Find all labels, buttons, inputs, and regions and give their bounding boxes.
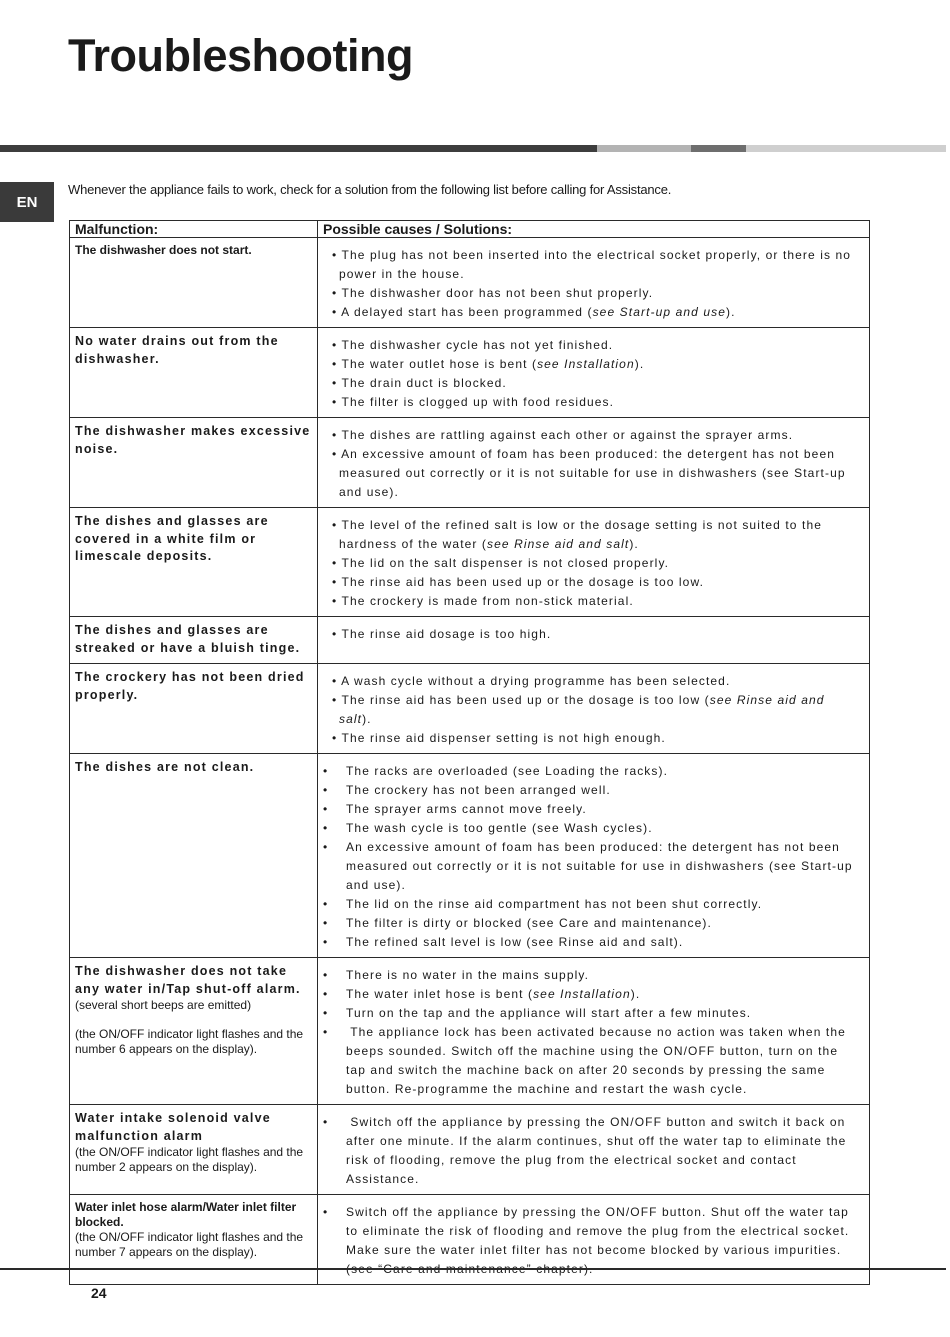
list-item	[323, 985, 859, 1004]
malfunction-text: Water inlet hose alarm/Water inlet filter blocked.	[75, 1200, 297, 1229]
list-item	[323, 781, 859, 800]
table-row	[70, 418, 870, 508]
malfunction-text: The crockery has not been dried properly.	[75, 670, 305, 702]
header-bar-dark	[0, 145, 597, 152]
cause-text: The filter is dirty or blocked (see Care and maintenance).	[346, 916, 712, 930]
table-row	[70, 617, 870, 664]
causes-list	[323, 426, 859, 502]
causes-list	[323, 1113, 859, 1189]
cause-text-end: ).	[630, 987, 641, 1001]
malfunction-cell	[70, 1105, 318, 1195]
malfunction-text: The dishwasher does not start.	[75, 243, 252, 257]
solutions-cell	[318, 1105, 870, 1195]
table-row	[70, 1195, 870, 1285]
cause-text: The rinse aid dosage is too high.	[341, 627, 552, 641]
cross-reference: see Installation	[537, 357, 635, 371]
bullet-icon: •	[332, 428, 342, 442]
malfunction-note: (the ON/OFF indicator light flashes and the number 2 appears on the display).	[75, 1145, 304, 1174]
malfunction-cell	[70, 958, 318, 1105]
cross-reference: see Rinse aid and salt	[339, 693, 825, 726]
list-item	[323, 554, 859, 573]
bullet-icon: •	[323, 987, 329, 1001]
bullet-icon: •	[332, 376, 342, 390]
malfunction-note: (several short beeps are emitted)	[75, 998, 252, 1012]
troubleshooting-table	[69, 220, 870, 1285]
malfunction-text: The dishwasher makes excessive noise.	[75, 424, 311, 456]
table-row	[70, 958, 870, 1105]
causes-list	[323, 246, 859, 322]
cause-text: The rinse aid dispenser setting is not high enough.	[341, 731, 666, 745]
intro-text: Whenever the appliance fails to work, check for a solution from the following list before calling for Assistance.	[68, 182, 672, 197]
malfunction-cell	[70, 418, 318, 508]
malfunction-cell	[70, 1195, 318, 1285]
solutions-header: Possible causes / Solutions:	[318, 221, 870, 238]
bullet-icon: •	[323, 935, 329, 949]
cause-text: Turn on the tap and the appliance will start after a few minutes.	[346, 1006, 752, 1020]
malfunction-text: The dishes and glasses are covered in a white film or limescale deposits.	[75, 514, 269, 563]
bullet-icon: •	[323, 916, 329, 930]
malfunction-cell	[70, 754, 318, 958]
cause-text: The appliance lock has been activated because no action was taken when the beeps sounded. Switch off the machine using the ON/OFF button, turn on the tap and switch the machine back on after 20 seconds by pressing the same button. Re-programme the machine and restart the wash cycle.	[346, 1025, 846, 1096]
table-row	[70, 508, 870, 617]
list-item	[323, 1113, 859, 1189]
bullet-icon: •	[332, 338, 342, 352]
cause-text-end: ).	[362, 712, 372, 726]
solutions-cell	[318, 958, 870, 1105]
list-item	[323, 393, 859, 412]
bullet-icon: •	[323, 840, 329, 854]
bullet-icon: •	[323, 1205, 329, 1219]
cause-text: The dishwasher cycle has not yet finished.	[341, 338, 614, 352]
cause-text: An excessive amount of foam has been produced: the detergent has not been measured out correctly or it is not suitable for use in dishwashers (see Start-up and use).	[339, 447, 846, 499]
list-item	[323, 819, 859, 838]
list-item	[323, 914, 859, 933]
cause-text: The dishwasher door has not been shut properly.	[341, 286, 654, 300]
bullet-icon: •	[332, 518, 342, 532]
table-row	[70, 328, 870, 418]
cause-text: The crockery has not been arranged well.	[346, 783, 611, 797]
malfunction-text: The dishes and glasses are streaked or have a bluish tinge.	[75, 623, 301, 655]
cause-text: The wash cycle is too gentle (see Wash cycles).	[346, 821, 653, 835]
bullet-icon: •	[332, 395, 342, 409]
causes-list	[323, 966, 859, 1099]
solutions-cell	[318, 328, 870, 418]
bullet-icon: •	[323, 783, 329, 797]
cause-text: Switch off the appliance by pressing the ON/OFF button and switch it back on after one minute. If the alarm continues, shut off the water tap to eliminate the risk of flooding, remove the plug from the electrical socket and contact Assistance.	[346, 1115, 847, 1186]
language-tab: EN	[0, 182, 54, 222]
header-bar-light	[597, 145, 691, 152]
list-item	[323, 1023, 859, 1099]
bullet-icon: •	[332, 305, 342, 319]
causes-list	[323, 336, 859, 412]
list-item	[323, 1004, 859, 1023]
cause-text: The filter is clogged up with food residues.	[341, 395, 615, 409]
cause-text: The plug has not been inserted into the electrical socket properly, or there is no power in the house.	[339, 248, 852, 281]
list-item	[323, 838, 859, 895]
list-item	[323, 933, 859, 952]
malfunction-text: The dishwasher does not take any water in/Tap shut-off alarm.	[75, 964, 301, 996]
bullet-icon: •	[332, 286, 342, 300]
list-item	[323, 729, 859, 748]
cause-text: A wash cycle without a drying programme has been selected.	[341, 674, 731, 688]
cause-text: The level of the refined salt is low or the dosage setting is not suited to the hardness of the water (	[339, 518, 822, 551]
cause-text: The water outlet hose is bent (	[341, 357, 538, 371]
list-item	[323, 246, 859, 284]
list-item	[323, 374, 859, 393]
bullet-icon: •	[332, 731, 342, 745]
bullet-icon: •	[323, 764, 329, 778]
malfunction-cell	[70, 664, 318, 754]
list-item	[323, 895, 859, 914]
table-row	[70, 1105, 870, 1195]
bullet-icon: •	[323, 802, 329, 816]
cause-text: The racks are overloaded (see Loading the racks).	[346, 764, 669, 778]
malfunction-text: No water drains out from the dishwasher.	[75, 334, 279, 366]
malfunction-cell	[70, 238, 318, 328]
cause-text-end: ).	[634, 357, 645, 371]
footer-rule	[0, 1268, 946, 1270]
malfunction-header: Malfunction:	[70, 221, 318, 238]
list-item	[323, 355, 859, 374]
cause-text: The lid on the rinse aid compartment has not been shut correctly.	[346, 897, 763, 911]
bullet-icon: •	[332, 674, 342, 688]
cause-text: The drain duct is blocked.	[341, 376, 507, 390]
malfunction-note: (the ON/OFF indicator light flashes and the number 7 appears on the display).	[75, 1230, 304, 1259]
causes-list	[323, 672, 859, 748]
malfunction-cell	[70, 617, 318, 664]
malfunction-cell	[70, 508, 318, 617]
bullet-icon: •	[332, 575, 342, 589]
list-item	[323, 426, 859, 445]
cause-text: The water inlet hose is bent (	[346, 987, 534, 1001]
cause-text: The crockery is made from non-stick material.	[341, 594, 634, 608]
list-item	[323, 516, 859, 554]
list-item	[323, 336, 859, 355]
table-header-row	[70, 221, 870, 238]
bullet-icon: •	[323, 1006, 329, 1020]
table-row	[70, 238, 870, 328]
bullet-icon: •	[332, 357, 342, 371]
solutions-cell	[318, 418, 870, 508]
list-item	[323, 691, 859, 729]
table-row	[70, 754, 870, 958]
list-item	[323, 303, 859, 322]
bullet-icon: •	[332, 594, 342, 608]
cause-text: The refined salt level is low (see Rinse aid and salt).	[346, 935, 684, 949]
solutions-cell	[318, 238, 870, 328]
cause-text-end: ).	[725, 305, 736, 319]
cause-text: The rinse aid has been used up or the dosage is too low.	[341, 575, 704, 589]
bullet-icon: •	[323, 1115, 329, 1129]
list-item	[323, 966, 859, 985]
bullet-icon: •	[332, 627, 342, 641]
bullet-icon: •	[332, 248, 342, 262]
bullet-icon: •	[323, 821, 329, 835]
malfunction-cell	[70, 328, 318, 418]
list-item	[323, 573, 859, 592]
bullet-icon: •	[332, 447, 342, 461]
solutions-cell	[318, 754, 870, 958]
page-title: Troubleshooting	[68, 30, 413, 81]
cross-reference: see Installation	[533, 987, 631, 1001]
cause-text: The dishes are rattling against each other or against the sprayer arms.	[341, 428, 794, 442]
causes-list	[323, 516, 859, 611]
cross-reference: see Start-up and use	[592, 305, 726, 319]
solutions-cell	[318, 617, 870, 664]
cause-text: The rinse aid has been used up or the dosage is too low (	[341, 693, 710, 707]
causes-list	[323, 762, 859, 952]
cause-text: The lid on the salt dispenser is not closed properly.	[341, 556, 670, 570]
list-item	[323, 625, 859, 644]
cause-text: A delayed start has been programmed (	[341, 305, 593, 319]
bullet-icon: •	[332, 556, 342, 570]
header-bar-pale	[746, 145, 946, 152]
list-item	[323, 800, 859, 819]
bullet-icon: •	[323, 897, 329, 911]
solutions-cell	[318, 508, 870, 617]
table-row	[70, 664, 870, 754]
bullet-icon: •	[323, 1025, 329, 1039]
cause-text-end: ).	[629, 537, 639, 551]
bullet-icon: •	[332, 693, 342, 707]
list-item	[323, 592, 859, 611]
list-item	[323, 762, 859, 781]
cross-reference: see Rinse aid and salt	[487, 537, 630, 551]
cause-text: An excessive amount of foam has been produced: the detergent has not been measured out correctly or it is not suitable for use in dishwashers (see Start-up and use).	[346, 840, 853, 892]
cause-text: There is no water in the mains supply.	[346, 968, 590, 982]
list-item	[323, 284, 859, 303]
solutions-cell	[318, 1195, 870, 1285]
list-item	[323, 445, 859, 502]
bullet-icon: •	[323, 968, 329, 982]
solutions-cell	[318, 664, 870, 754]
page-number: 24	[91, 1285, 107, 1301]
malfunction-note: (the ON/OFF indicator light flashes and the number 6 appears on the display).	[75, 1027, 304, 1056]
cause-text: Switch off the appliance by pressing the ON/OFF button. Shut off the water tap to eliminate the risk of flooding and remove the plug from the electrical socket. Make sure the water inlet filter has not become blocked by various impurities.	[346, 1205, 850, 1257]
cause-text: The sprayer arms cannot move freely.	[346, 802, 587, 816]
causes-list	[323, 625, 859, 644]
malfunction-text: The dishes are not clean.	[75, 760, 255, 774]
list-item	[323, 672, 859, 691]
malfunction-text: Water intake solenoid valve malfunction alarm	[75, 1111, 271, 1143]
header-bar-mid	[691, 145, 746, 152]
